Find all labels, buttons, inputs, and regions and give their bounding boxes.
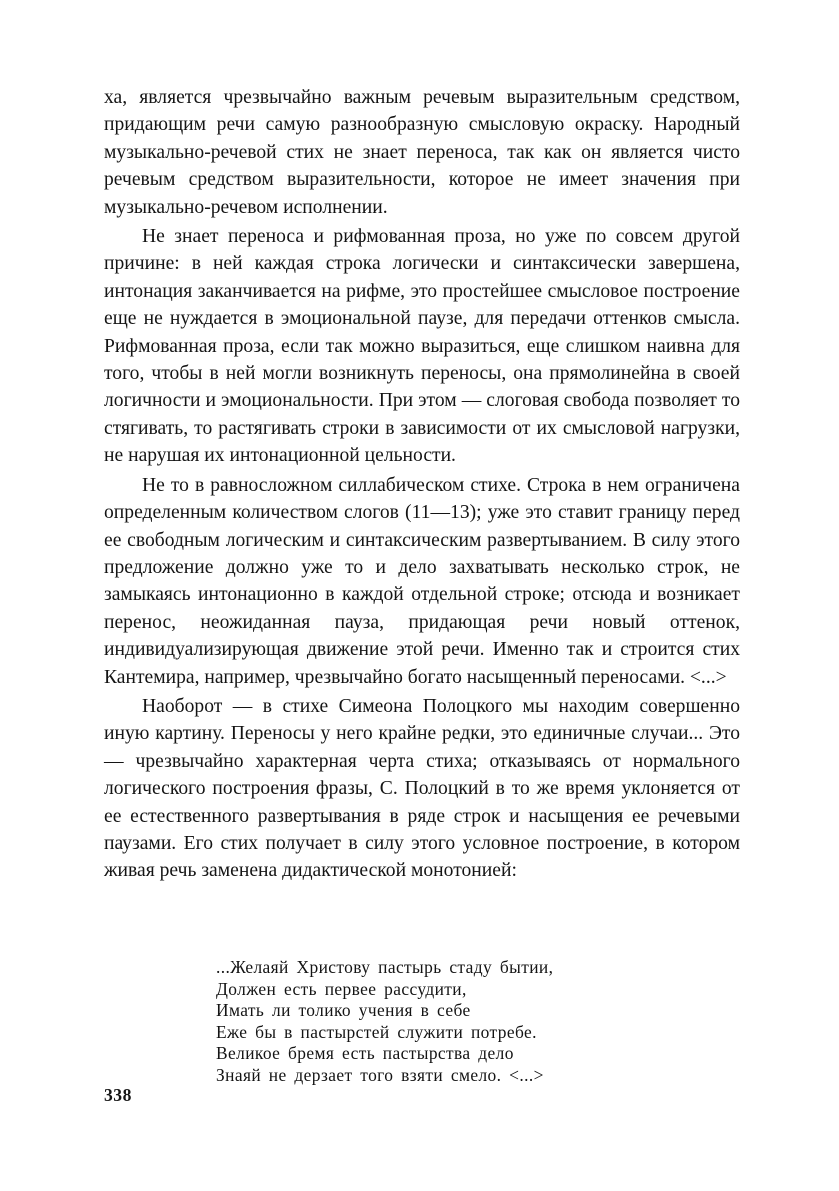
poem-line: Имать ли толико учения в себе <box>216 1000 471 1021</box>
poem-quote <box>216 957 553 1087</box>
paragraph-polotsky: Наоборот — в стихе Симеона Полоцкого мы находим совершенно иную картину. Переносы у него крайне редки, это единичные случаи... Это — чрезвычайно характерная черта стиха; отказываясь от нормального логического построения фразы, С. Полоцкий в то же время уклоняется от ее естественного развертывания в ряде строк и насыщения ее речевыми паузами. Его стих получает в силу этого условное построение, в котором живая речь заменена дидактической монотонией: <box>104 695 740 882</box>
poem-line: Должен есть первее рассудити, <box>216 978 467 999</box>
paragraph-rhymed-prose: Не знает переноса и рифмованная проза, но уже по совсем другой причине: в ней каждая строка логически и синтаксически завершена, интонация заканчивается на рифме, это простейшее смысловое построение еще не нуждается в эмоциональной паузе, для передачи оттенков смысла. Рифмованная проза, если так можно выразиться, еще слишком наивна для того, чтобы в ней могли возникнуть переносы, она прямолинейна в своей логичности и эмоциональности. При этом — слоговая свобода позволяет то стягивать, то растягивать строки в зависимости от их смысловой нагрузки, не нарушая их интонационной цельности. <box>104 226 740 467</box>
poem-line: Великое бремя есть пастырства дело <box>216 1043 514 1064</box>
poem-line: ...Желаяй Христову пастырь стаду бытии, <box>216 957 554 977</box>
paragraph-syllabic-verse: Не то в равносложном силлабическом стихе. Строка в нем ограничена определенным количеством слогов (11—13); уже это ставит границу перед ее свободным логическим и синтаксическим развертыванием. В силу этого предложение должно уже то и дело захватывать несколько строк, не замыкаясь интонационно в каждой отдельной строке; отсюда и возникает перенос, неожиданная пауза, придающая речи новый оттенок, индивидуализирующая движение этой речи. Именно так и строится стих Кантемира, например, чрезвычайно богато насыщенный переносами. <...> <box>104 474 740 688</box>
poem-line: Знаяй не дерзает того взяти смело. <...> <box>216 1064 544 1085</box>
page-body <box>104 84 740 885</box>
poem-line: Еже бы в пастырстей служити потребе. <box>216 1021 537 1042</box>
paragraph-continuation: ха, является чрезвычайно важным речевым выразительным средством, придающим речи самую разнообразную смысловую окраску. Народный музыкально-речевой стих не знает переноса, так как он является чисто речевым средством выразительности, которое не имеет значения при музыкально-речевом исполнении. <box>104 87 740 218</box>
page-number: 338 <box>104 1085 132 1105</box>
